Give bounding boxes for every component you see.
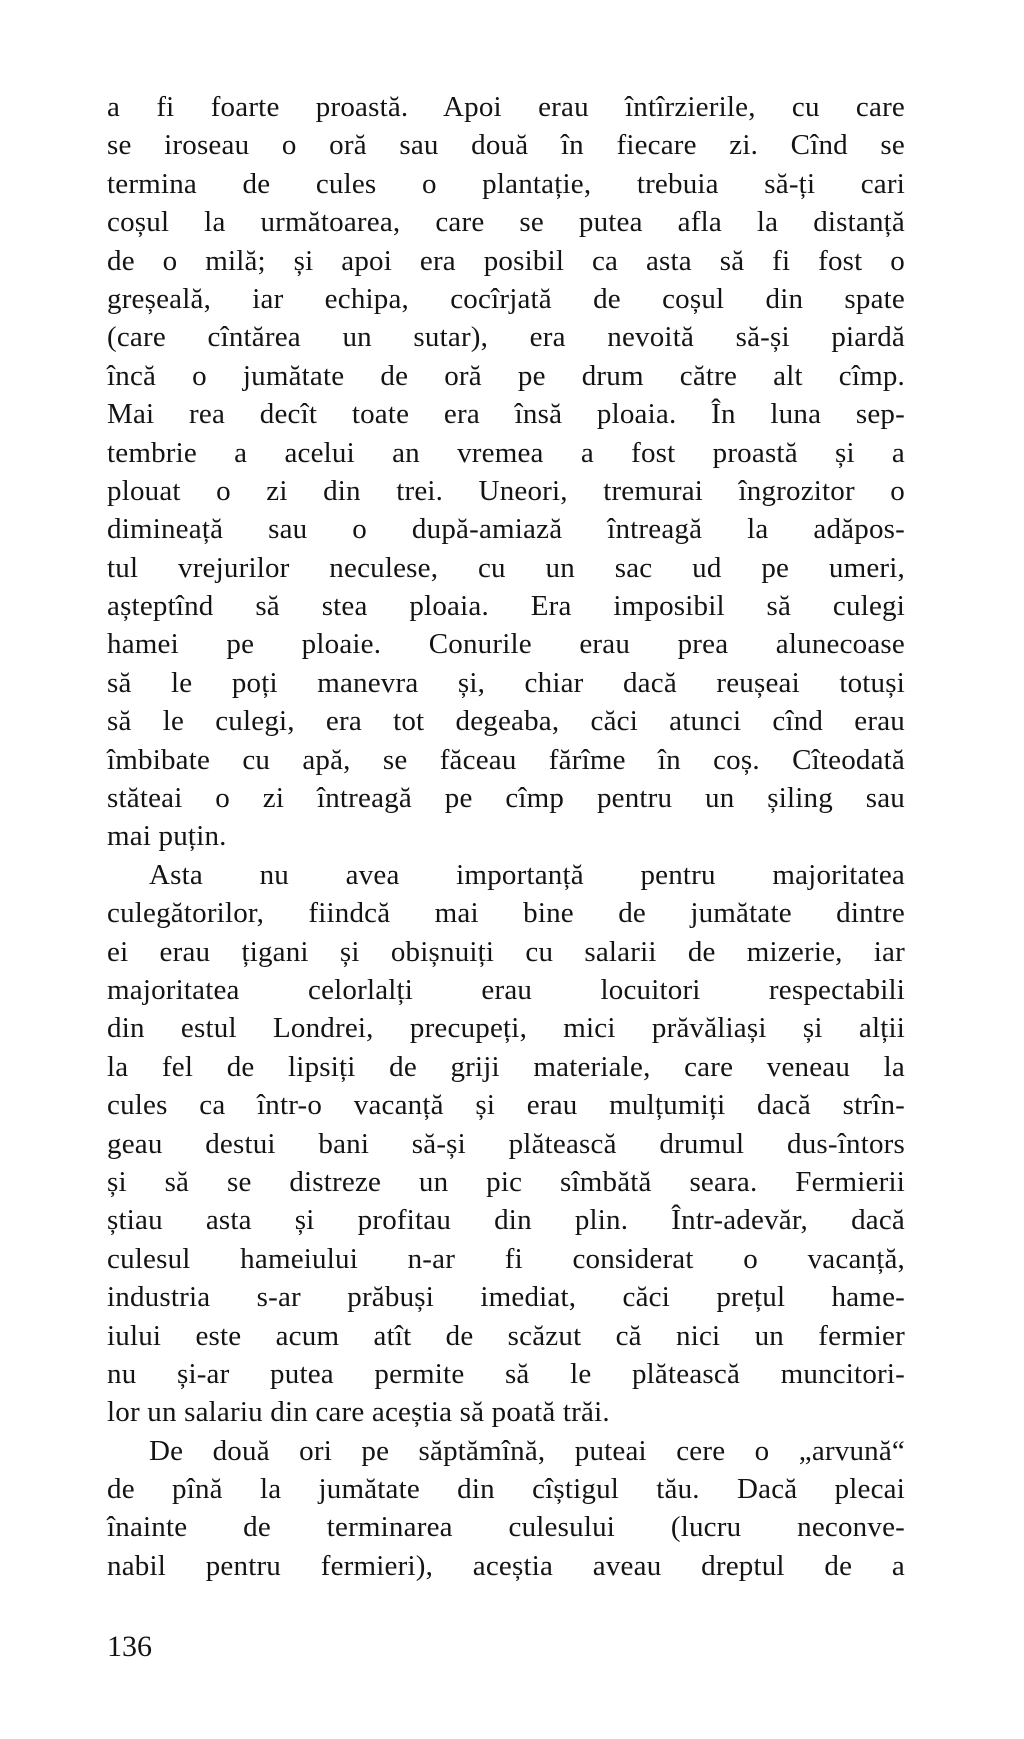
text-line: să le culegi, era tot degeaba, căci atunci cînd erau <box>107 705 905 738</box>
text-line: nabil pentru fermieri), aceștia aveau dreptul de a <box>107 1549 905 1582</box>
text-line: din estul Londrei, precupeți, mici prăvăliași și alții <box>107 1012 905 1045</box>
text-line: culegătorilor, fiindcă mai bine de jumătate dintre <box>107 897 905 930</box>
text-line: coșul la următoarea, care se putea afla la distanță <box>107 206 905 239</box>
text-line: stăteai o zi întreagă pe cîmp pentru un șiling sau <box>107 782 905 815</box>
page-number: 136 <box>107 1630 152 1663</box>
text-line: hamei pe ploaie. Conurile erau prea alunecoase <box>107 628 905 661</box>
text-line: majoritatea celorlalți erau locuitori respectabili <box>107 973 905 1006</box>
text-line: se iroseau o oră sau două în fiecare zi. Cînd se <box>107 129 905 162</box>
text-line: de pînă la jumătate din cîștigul tău. Dacă plecai <box>107 1473 905 1506</box>
text-line: geau destui bani să-și plătească drumul dus-întors <box>107 1127 905 1160</box>
text-line: ei erau țigani și obișnuiți cu salarii de mizerie, iar <box>107 935 905 968</box>
text-line: iului este acum atît de scăzut că nici un fermier <box>107 1319 905 1352</box>
text-line: termina de cules o plantație, trebuia să-ți cari <box>107 167 905 200</box>
text-line: tul vrejurilor neculese, cu un sac ud pe umeri, <box>107 551 905 584</box>
text-line: dimineață sau o după-amiază întreagă la adăpos- <box>107 513 905 546</box>
text-line: așteptînd să stea ploaia. Era imposibil să culegi <box>107 590 905 623</box>
text-line: De două ori pe săptămînă, puteai cere o „arvună“ <box>149 1434 905 1467</box>
text-line: mai puțin. <box>107 820 227 853</box>
text-line: industria s-ar prăbuși imediat, căci prețul hame- <box>107 1281 905 1314</box>
text-line: plouat o zi din trei. Uneori, tremurai îngrozitor o <box>107 474 905 507</box>
text-line: (care cîntărea un sutar), era nevoită să-și piardă <box>107 321 905 354</box>
text-line: îmbibate cu apă, se făceau fărîme în coș. Cîteodată <box>107 743 905 776</box>
text-line: nu și-ar putea permite să le plătească muncitori- <box>107 1357 905 1390</box>
text-line: tembrie a acelui an vremea a fost proastă și a <box>107 436 905 469</box>
text-line: și să se distreze un pic sîmbătă seara. Fermierii <box>107 1165 905 1198</box>
text-block <box>107 88 905 1585</box>
text-line: la fel de lipsiți de griji materiale, care veneau la <box>107 1050 905 1083</box>
text-line: Mai rea decît toate era însă ploaia. În luna sep- <box>107 398 905 431</box>
text-line: culesul hameiului n-ar fi considerat o vacanță, <box>107 1242 905 1275</box>
text-line: știau asta și profitau din plin. Într-adevăr, dacă <box>107 1204 905 1237</box>
text-line: Asta nu avea importanță pentru majoritatea <box>149 858 905 891</box>
text-line: cules ca într-o vacanță și erau mulțumiți dacă strîn- <box>107 1089 905 1122</box>
text-line: a fi foarte proastă. Apoi erau întîrzierile, cu care <box>107 91 905 123</box>
text-line: greșeală, iar echipa, cocîrjată de coșul din spate <box>107 282 905 315</box>
text-line: lor un salariu din care aceștia să poată trăi. <box>107 1396 610 1429</box>
text-line: să le poți manevra și, chiar dacă reușeai totuși <box>107 666 905 699</box>
text-line: de o milă; și apoi era posibil ca asta să fi fost o <box>107 244 905 277</box>
text-line: înainte de terminarea culesului (lucru neconve- <box>107 1511 905 1544</box>
text-line: încă o jumătate de oră pe drum către alt cîmp. <box>107 359 905 392</box>
